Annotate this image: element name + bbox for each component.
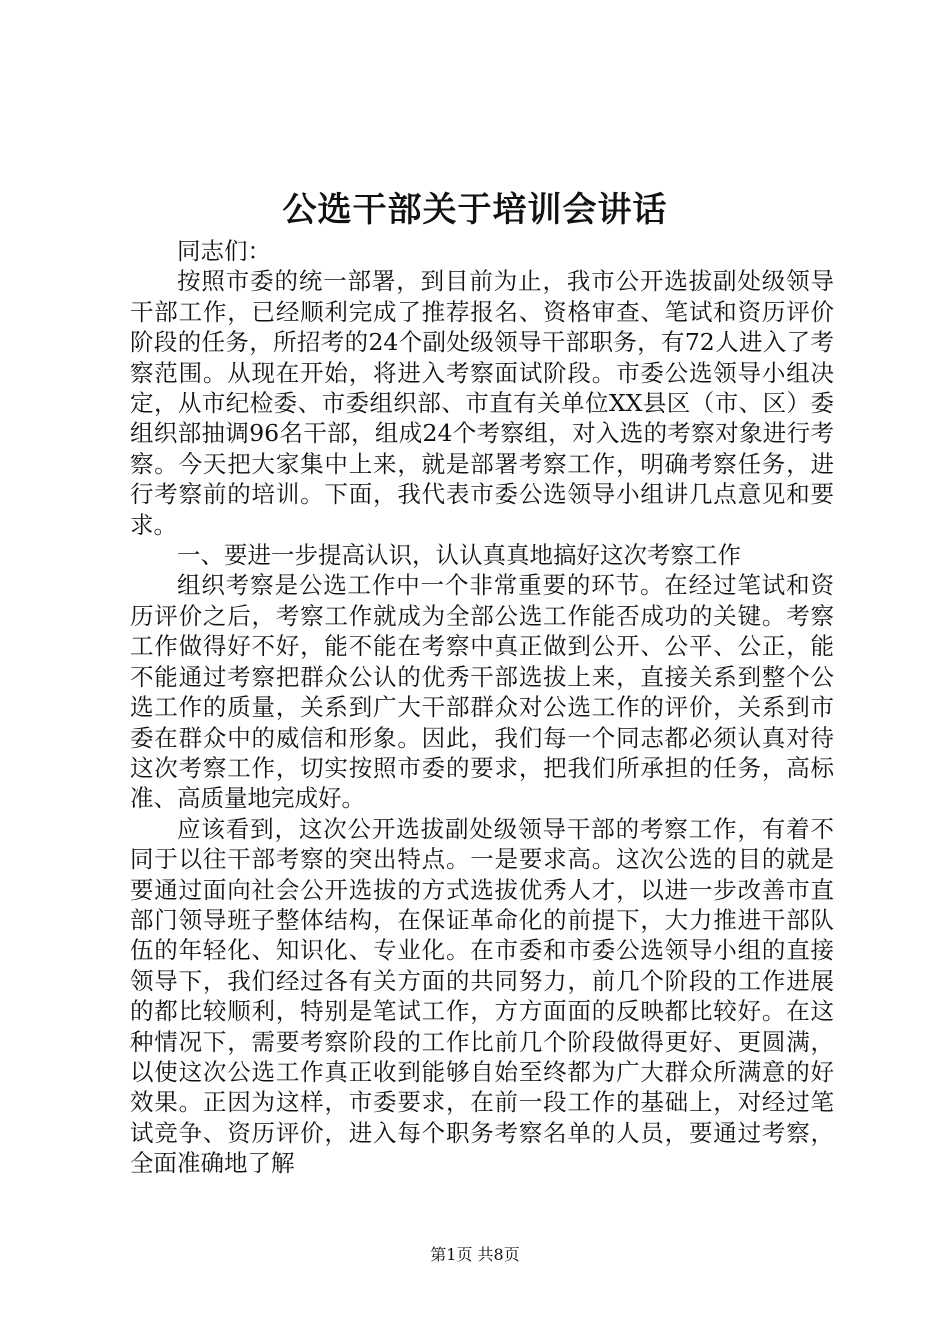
document-title: 公选干部关于培训会讲话 (282, 190, 668, 230)
body-paragraph: 应该看到，这次公开选拔副处级领导干部的考察工作，有着不同于以往干部考察的突出特点。一是要求高。这次公选的目的就是要通过面向社会公开选拔的方式选拔优秀人才，以进一步改善市直部门领导班子整体结构，在保证革命化的前提下，大力推进干部队伍的年轻化、知识化、专业化。在市委和市委公选领导小组的直接领导下，我们经过各有关方面的共同努力，前几个阶段的工作进展的都比较顺利，特别是笔试工作，方方面面的反映都比较好。在这种情况下，需要考察阶段的工作比前几个阶段做得更好、更圆满，以使这次公选工作真正收到能够自始至终都为广大群众所满意的好效果。正因为这样，市委要求，在前一段工作的基础上，对经过笔试竞争、资历评价，进入每个职务考察名单的人员，要通过考察，全面准确地了解 (130, 814, 834, 1178)
section-heading: 一、要进一步提高认识，认认真真地搞好这次考察工作 (177, 541, 741, 570)
body-paragraph: 组织考察是公选工作中一个非常重要的环节。在经过笔试和资历评价之后，考察工作就成为全部公选工作能否成功的关键。考察工作做得好不好，能不能在考察中真正做到公开、公平、公正，能不能通过考察把群众公认的优秀干部选拔上来，直接关系到整个公选工作的质量，关系到广大干部群众对公选工作的评价，关系到市委在群众中的威信和形象。因此，我们每一个同志都必须认真对待这次考察工作，切实按照市委的要求，把我们所承担的任务，高标准、高质量地完成好。 (130, 571, 834, 813)
page-footer: 第1页 共8页 (430, 1245, 520, 1264)
salutation-paragraph: 同志们： (177, 237, 271, 265)
body-paragraph: 按照市委的统一部署，到目前为止，我市公开选拔副处级领导干部工作，已经顺利完成了推荐报名、资格审查、笔试和资历评价阶段的任务，所招考的24个副处级领导干部职务，有72人进入了考察范围。从现在开始，将进入考察面试阶段。市委公选领导小组决定，从市纪检委、市委组织部、市直有关单位XX县区（市、区）委组织部抽调96名干部，组成24个考察组，对入选的考察对象进行考察。今天把大家集中上来，就是部署考察工作，明确考察任务，进行考察前的培训。下面，我代表市委公选领导小组讲几点意见和要求。 (130, 267, 834, 539)
document-body (130, 236, 834, 1179)
